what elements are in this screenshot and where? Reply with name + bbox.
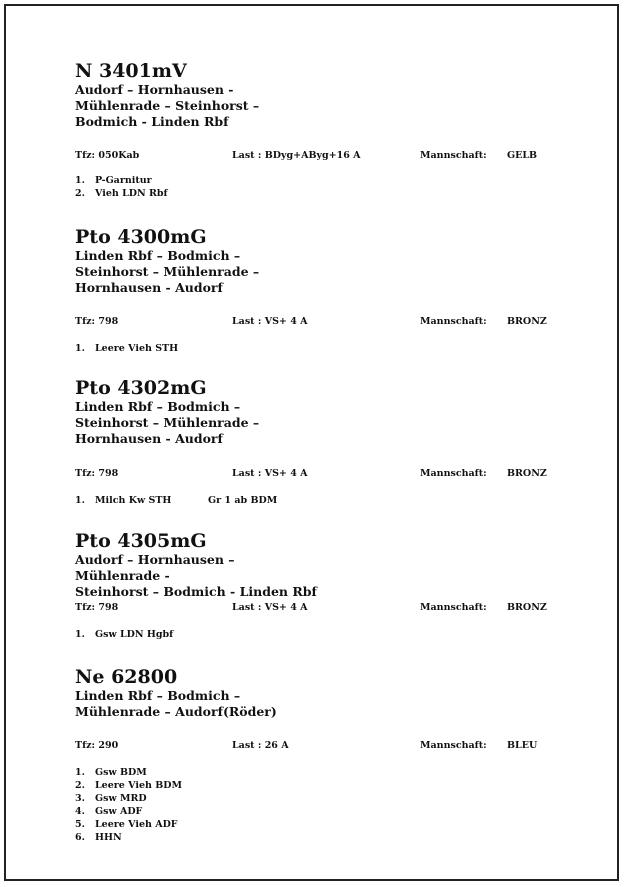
- item-text: Gsw BDM: [95, 767, 147, 778]
- list-item: [75, 831, 575, 844]
- list-item: [75, 174, 575, 187]
- last-label: Last : BDyg+AByg+16 A: [232, 150, 361, 161]
- item-number: 1.: [75, 767, 85, 778]
- train-number: Ne 62800: [75, 666, 178, 688]
- route-line: Hornhausen - Audorf: [75, 431, 223, 446]
- item-text: Gsw ADF: [95, 806, 143, 817]
- route-line: Bodmich - Linden Rbf: [75, 114, 229, 129]
- train-section: [75, 226, 575, 355]
- list-item: [75, 792, 575, 805]
- train-route: [75, 552, 575, 600]
- mannschaft-value: BRONZ: [507, 316, 547, 327]
- item-number: 2.: [75, 188, 85, 199]
- item-list: [75, 494, 575, 507]
- train-info-row: [75, 602, 575, 616]
- mannschaft-label: Mannschaft:: [420, 316, 487, 327]
- route-line: Audorf – Hornhausen -: [75, 82, 234, 97]
- last-label: Last : VS+ 4 A: [232, 316, 308, 327]
- train-number: Pto 4305mG: [75, 530, 207, 552]
- item-number: 5.: [75, 819, 85, 830]
- item-number: 1.: [75, 343, 85, 354]
- train-number: N 3401mV: [75, 60, 187, 82]
- item-text: Leere Vieh ADF: [95, 819, 178, 830]
- item-extra: Gr 1 ab BDM: [208, 495, 278, 506]
- item-number: 1.: [75, 175, 85, 186]
- item-number: 4.: [75, 806, 85, 817]
- train-route: [75, 688, 575, 720]
- train-info-row: [75, 468, 575, 482]
- mannschaft-label: Mannschaft:: [420, 740, 487, 751]
- mannschaft-label: Mannschaft:: [420, 468, 487, 479]
- item-list: [75, 342, 575, 355]
- route-line: Steinhorst – Mühlenrade –: [75, 415, 260, 430]
- tfz-label: Tfz: 798: [75, 468, 119, 479]
- last-label: Last : VS+ 4 A: [232, 602, 308, 613]
- mannschaft-label: Mannschaft:: [420, 150, 487, 161]
- tfz-label: Tfz: 798: [75, 316, 119, 327]
- route-line: Hornhausen - Audorf: [75, 280, 223, 295]
- train-section: [75, 666, 575, 844]
- list-item: [75, 494, 575, 507]
- train-info-row: [75, 150, 575, 164]
- list-item: [75, 805, 575, 818]
- list-item: [75, 779, 575, 792]
- tfz-label: Tfz: 290: [75, 740, 119, 751]
- train-route: [75, 399, 575, 447]
- item-text: HHN: [95, 832, 122, 843]
- route-line: Steinhorst – Mühlenrade –: [75, 264, 260, 279]
- train-route: [75, 82, 575, 130]
- route-line: Mühlenrade – Steinhorst –: [75, 98, 260, 113]
- last-label: Last : 26 A: [232, 740, 289, 751]
- list-item: [75, 342, 575, 355]
- train-number: Pto 4300mG: [75, 226, 207, 248]
- mannschaft-value: BRONZ: [507, 602, 547, 613]
- list-item: [75, 187, 575, 200]
- train-section: [75, 530, 575, 641]
- item-text: Milch Kw STH: [95, 495, 172, 506]
- item-number: 2.: [75, 780, 85, 791]
- item-text: Gsw LDN Hgbf: [95, 629, 174, 640]
- tfz-label: Tfz: 050Kab: [75, 150, 140, 161]
- mannschaft-value: GELB: [507, 150, 538, 161]
- route-line: Mühlenrade -: [75, 568, 170, 583]
- list-item: [75, 818, 575, 831]
- item-text: Vieh LDN Rbf: [95, 188, 168, 199]
- route-line: Mühlenrade – Audorf(Röder): [75, 704, 277, 719]
- item-list: [75, 628, 575, 641]
- item-list: [75, 174, 575, 200]
- route-line: Steinhorst – Bodmich - Linden Rbf: [75, 584, 317, 599]
- item-list: [75, 766, 575, 844]
- item-number: 3.: [75, 793, 85, 804]
- train-info-row: [75, 316, 575, 330]
- item-text: Leere Vieh STH: [95, 343, 179, 354]
- mannschaft-label: Mannschaft:: [420, 602, 487, 613]
- train-route: [75, 248, 575, 296]
- train-section: [75, 377, 575, 507]
- route-line: Audorf – Hornhausen –: [75, 552, 235, 567]
- route-line: Linden Rbf – Bodmich –: [75, 248, 241, 263]
- item-text: P-Garnitur: [95, 175, 152, 186]
- item-number: 1.: [75, 629, 85, 640]
- train-number: Pto 4302mG: [75, 377, 207, 399]
- route-line: Linden Rbf – Bodmich –: [75, 688, 241, 703]
- last-label: Last : VS+ 4 A: [232, 468, 308, 479]
- train-info-row: [75, 740, 575, 754]
- route-line: Linden Rbf – Bodmich –: [75, 399, 241, 414]
- tfz-label: Tfz: 798: [75, 602, 119, 613]
- list-item: [75, 628, 575, 641]
- mannschaft-value: BLEU: [507, 740, 538, 751]
- item-text: Gsw MRD: [95, 793, 147, 804]
- item-number: 6.: [75, 832, 85, 843]
- mannschaft-value: BRONZ: [507, 468, 547, 479]
- list-item: [75, 766, 575, 779]
- item-number: 1.: [75, 495, 85, 506]
- item-text: Leere Vieh BDM: [95, 780, 182, 791]
- train-section: [75, 60, 575, 200]
